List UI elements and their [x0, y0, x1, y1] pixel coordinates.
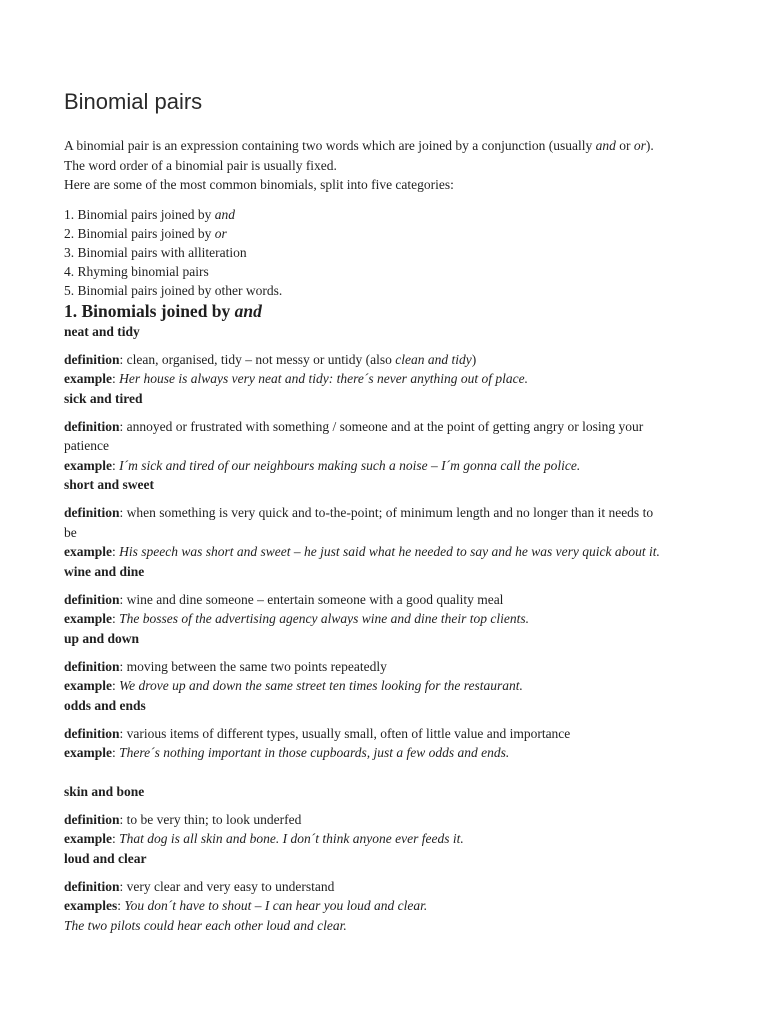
entry-title: sick and tired	[64, 390, 143, 406]
entry-title: up and down	[64, 630, 140, 646]
example-text: The two pilots could hear each other loud and clear.	[64, 917, 347, 933]
entry-body	[64, 503, 744, 562]
entry-title: short and sweet	[64, 477, 154, 492]
intro-line-2: The word order of a binomial pair is usually fixed.	[64, 157, 337, 173]
example-text: I´m sick and tired of our neighbours making such a noise – I´m gonna call the police.	[119, 457, 581, 473]
example-line	[64, 829, 744, 849]
definition-text: moving between the same two points repeatedly	[126, 658, 387, 674]
definition-text: annoyed or frustrated with something / someone and at the point of getting angry or losing your	[126, 418, 644, 434]
example-text: We drove up and down the same street ten times looking for the restaurant.	[119, 678, 523, 693]
label-colon: :	[112, 745, 120, 760]
definition-label: definition	[64, 418, 120, 434]
entry-body	[64, 590, 744, 629]
category-list	[64, 205, 744, 300]
entry-title: neat and tidy	[64, 323, 140, 339]
category-text: 2. Binomial pairs joined by	[64, 225, 215, 241]
definition-line	[64, 724, 744, 744]
example-line-cont	[64, 916, 744, 936]
definition-line	[64, 810, 744, 830]
entry-body	[64, 657, 744, 696]
definition-line-cont: patience	[64, 438, 109, 453]
label-colon: :	[112, 371, 120, 386]
section-heading-em: and	[234, 300, 262, 321]
definition-label: definition	[64, 878, 120, 894]
entry-neat-and-tidy	[64, 322, 744, 389]
intro-text: or	[615, 138, 634, 153]
entry-body	[64, 417, 744, 476]
definition-text: when something is very quick and to-the-point; of minimum length and no longer than it needs to	[126, 505, 654, 520]
intro-line-3: Here are some of the most common binomials, split into five categories:	[64, 177, 454, 192]
example-label: example	[64, 745, 112, 760]
definition-em: clean and tidy	[395, 351, 472, 367]
intro-line-1	[64, 136, 744, 156]
label-colon: :	[119, 811, 127, 827]
definition-line	[64, 350, 744, 370]
entry-wine-and-dine	[64, 562, 744, 629]
category-item: 5. Binomial pairs joined by other words.	[64, 282, 283, 298]
section-heading	[64, 300, 744, 322]
label-colon: :	[119, 878, 127, 894]
example-line	[64, 456, 744, 476]
definition-text: wine and dine someone – entertain someone with a good quality meal	[126, 591, 504, 607]
entry-loud-and-clear	[64, 849, 744, 936]
definition-line	[64, 657, 744, 677]
category-em: and	[214, 206, 235, 222]
example-text: That dog is all skin and bone. I don´t think anyone ever feeds it.	[119, 831, 464, 846]
label-colon: :	[119, 591, 127, 607]
definition-label: definition	[64, 351, 120, 367]
label-colon: :	[112, 831, 120, 846]
example-line	[64, 743, 744, 763]
entry-up-and-down	[64, 629, 744, 696]
example-label: example	[64, 544, 112, 559]
example-label: example	[64, 831, 112, 846]
entry-body	[64, 810, 744, 849]
example-line	[64, 896, 744, 916]
definition-label: definition	[64, 811, 120, 827]
definition-label: definition	[64, 725, 120, 741]
definition-line-cont: be	[64, 524, 77, 540]
label-colon: :	[112, 611, 120, 626]
definition-label: definition	[64, 505, 120, 520]
example-line	[64, 542, 744, 562]
definition-line	[64, 590, 744, 610]
category-item	[64, 224, 744, 243]
section-heading-text: 1. Binomials joined by	[64, 300, 235, 321]
entry-title: wine and dine	[64, 563, 145, 579]
label-colon: :	[119, 418, 127, 434]
category-em: or	[214, 225, 227, 241]
example-text: His speech was short and sweet – he just said what he needed to say and he was very quick about it.	[119, 544, 660, 559]
definition-text: very clear and very easy to understand	[126, 878, 335, 894]
intro-em-and: and	[595, 138, 616, 153]
label-colon: :	[119, 351, 127, 367]
definition-line	[64, 877, 744, 897]
entry-title: odds and ends	[64, 697, 146, 713]
entry-skin-and-bone	[64, 782, 744, 849]
label-colon: :	[112, 457, 120, 473]
definition-line	[64, 503, 744, 523]
example-text: You don´t have to shout – I can hear you loud and clear.	[124, 898, 428, 913]
category-item	[64, 205, 744, 224]
entry-sick-and-tired	[64, 389, 744, 476]
definition-text: )	[471, 351, 477, 367]
definition-text: various items of different types, usually small, often of little value and importance	[126, 725, 571, 741]
definition-label: definition	[64, 658, 120, 674]
label-colon: :	[119, 658, 127, 674]
entry-title: skin and bone	[64, 783, 145, 799]
example-line	[64, 609, 744, 629]
intro-em-or: or	[633, 138, 646, 153]
example-line	[64, 676, 744, 696]
label-colon: :	[112, 544, 120, 559]
label-colon: :	[119, 725, 127, 741]
definition-line	[64, 417, 744, 437]
example-text: Her house is always very neat and tidy: there´s never anything out of place.	[119, 371, 529, 386]
intro-text: A binomial pair is an expression containing two words which are joined by a conjunction (usually	[64, 138, 596, 153]
intro-text: ).	[645, 138, 654, 153]
example-label: example	[64, 611, 112, 626]
entry-title: loud and clear	[64, 850, 147, 866]
entry-body	[64, 350, 744, 389]
intro-paragraph	[64, 136, 744, 195]
entry-short-and-sweet	[64, 475, 744, 562]
category-text: 1. Binomial pairs joined by	[64, 206, 215, 222]
example-label: example	[64, 371, 112, 386]
example-label: example	[64, 678, 112, 693]
entry-odds-and-ends	[64, 696, 744, 763]
entry-body	[64, 877, 744, 936]
example-label: example	[64, 457, 112, 473]
page-title: Binomial pairs	[64, 89, 203, 114]
example-line	[64, 369, 744, 389]
definition-label: definition	[64, 591, 120, 607]
definition-text: clean, organised, tidy – not messy or untidy (also	[126, 351, 396, 367]
definition-text: to be very thin; to look underfed	[126, 811, 302, 827]
label-colon: :	[112, 678, 120, 693]
entry-body	[64, 724, 744, 763]
category-item: 4. Rhyming binomial pairs	[64, 263, 209, 279]
label-colon: :	[117, 898, 125, 913]
category-item: 3. Binomial pairs with alliteration	[64, 244, 247, 260]
example-text: The bosses of the advertising agency always wine and dine their top clients.	[119, 611, 529, 626]
example-text: There´s nothing important in those cupboards, just a few odds and ends.	[119, 745, 510, 760]
label-colon: :	[119, 505, 127, 520]
examples-label: examples	[64, 898, 118, 913]
